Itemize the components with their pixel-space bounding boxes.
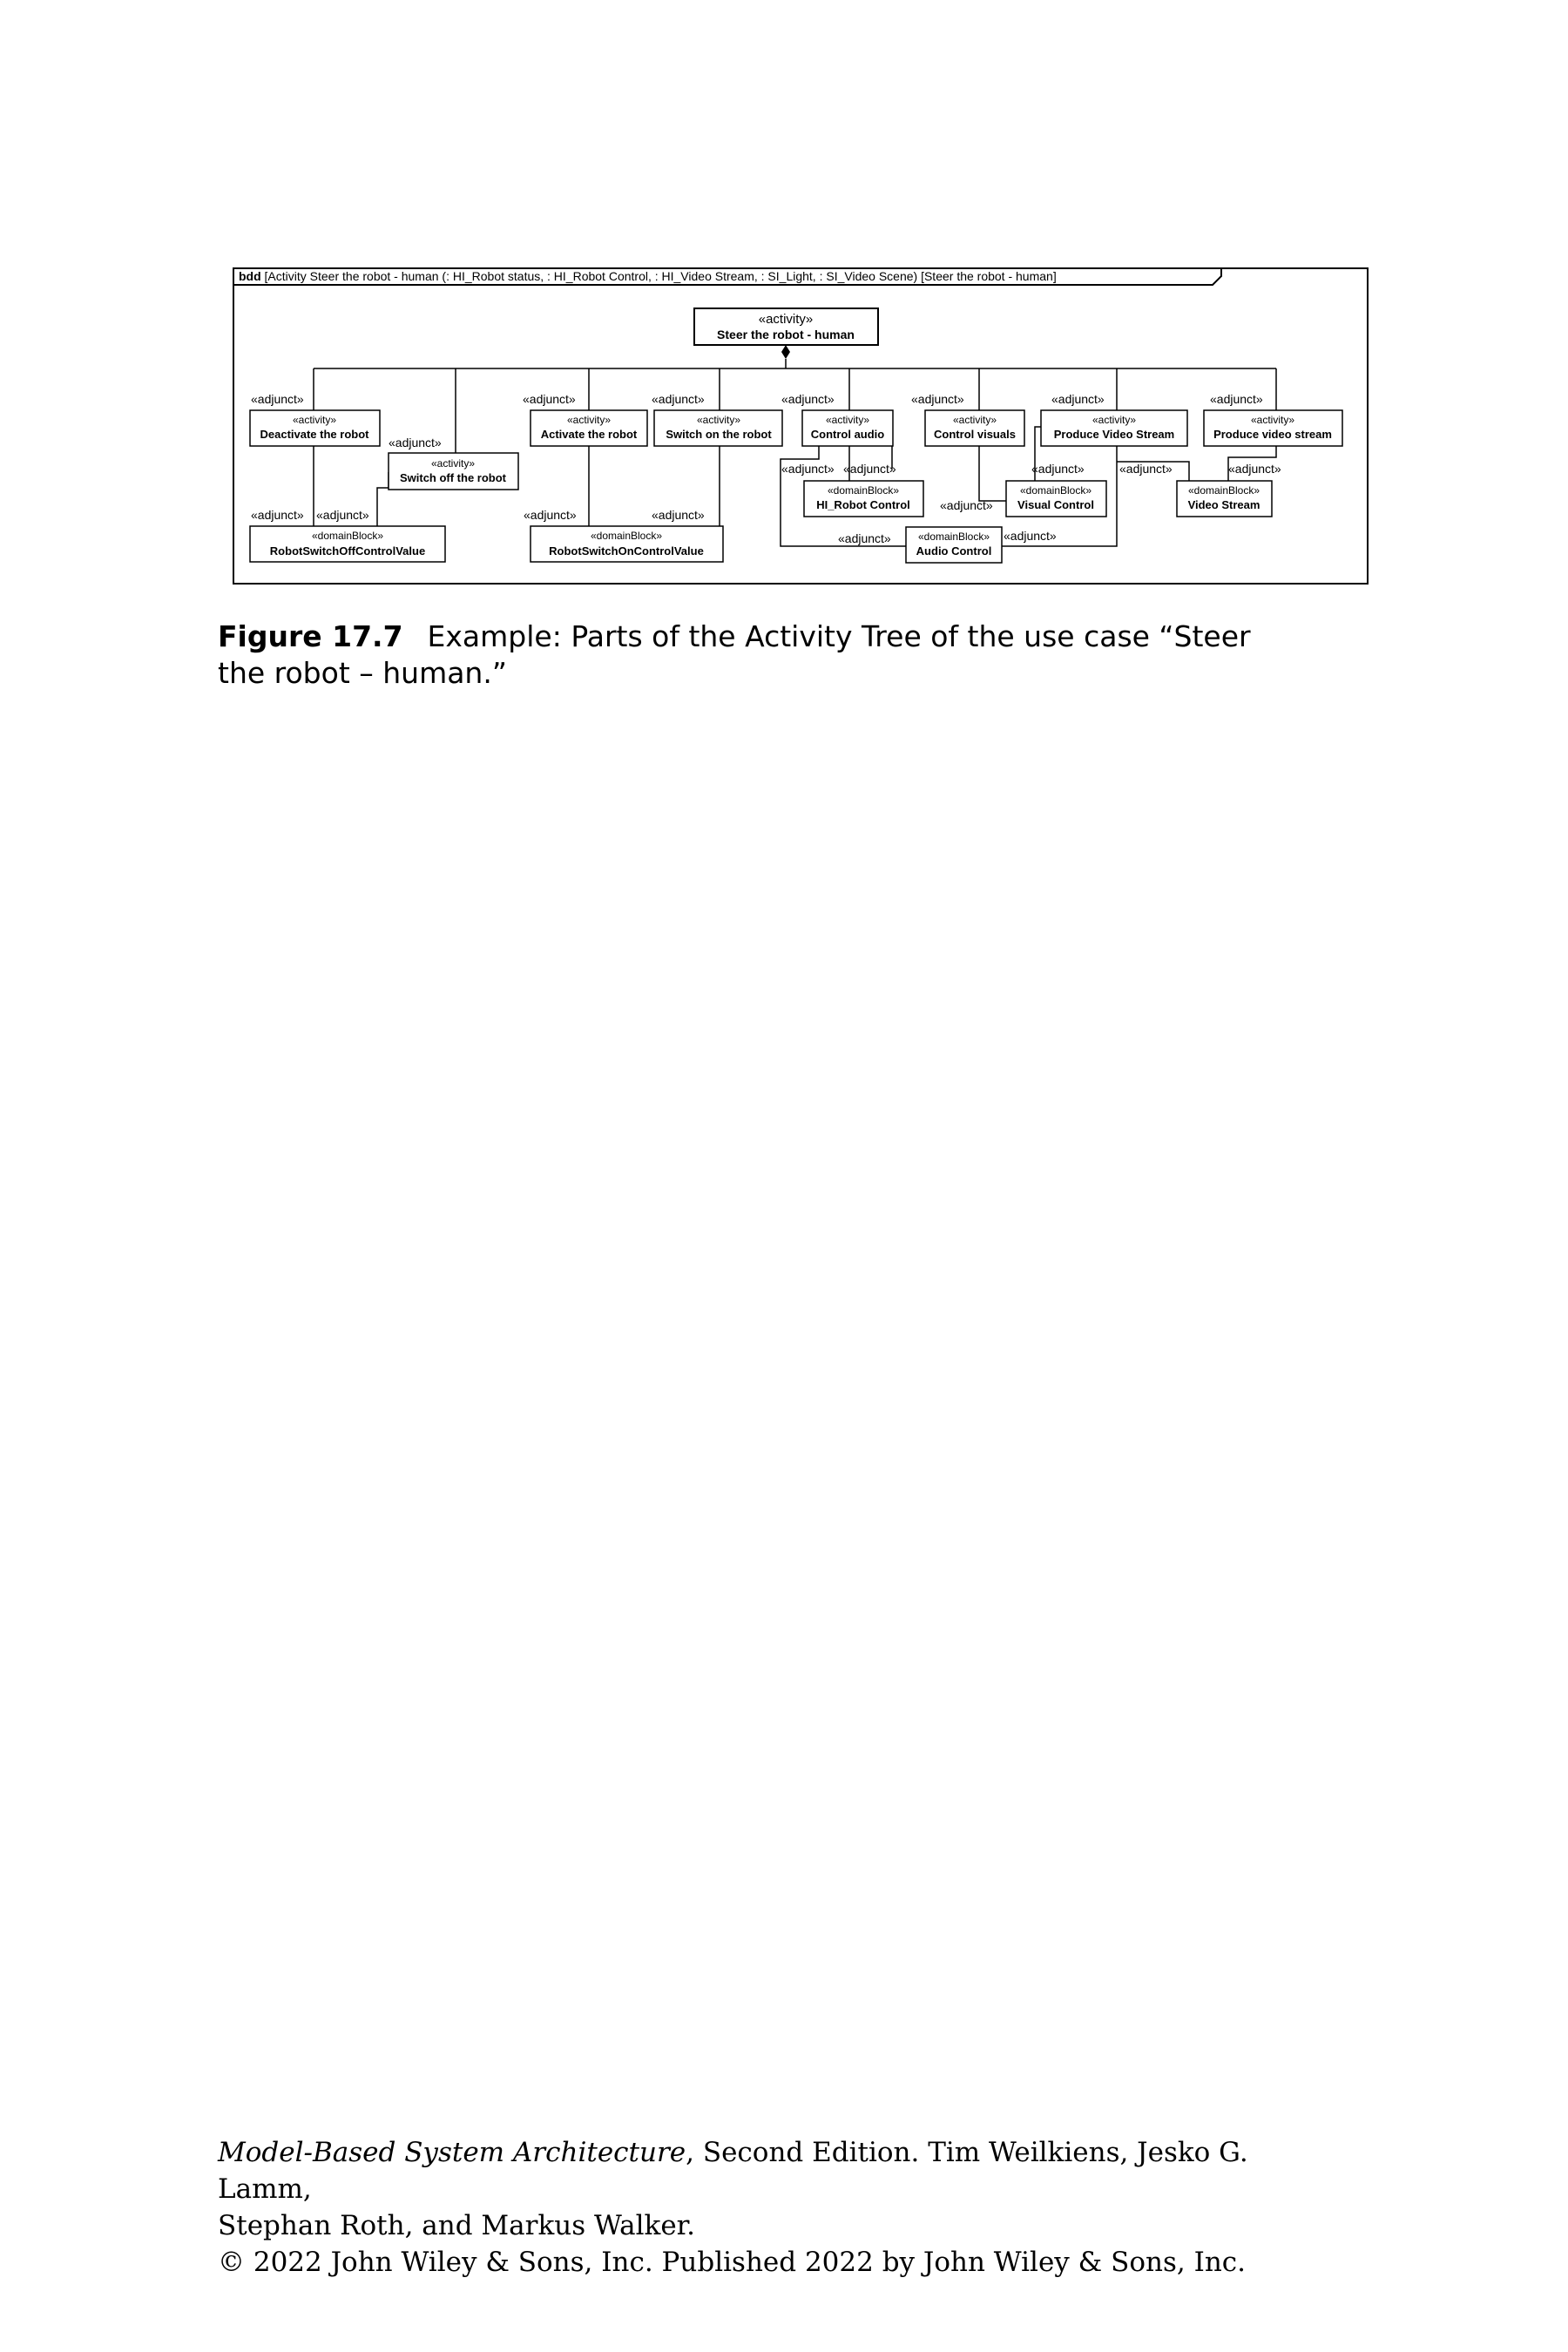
activity-stereotype: «activity» xyxy=(566,414,612,426)
activity-stereotype: «activity» xyxy=(825,414,870,426)
domain-block-stereotype: «domainBlock» xyxy=(917,531,990,543)
domain-block-stereotype: «domainBlock» xyxy=(590,530,663,542)
domain-block-robot-switch-on xyxy=(531,526,723,562)
activity-name: Control visuals xyxy=(934,428,1016,441)
adjunct-label: «adjunct» xyxy=(652,508,705,522)
activity-activate xyxy=(531,410,647,446)
figure-caption xyxy=(218,618,1263,692)
adjunct-label: «adjunct» xyxy=(838,531,891,545)
book-title: Model-Based System Architecture xyxy=(218,2137,686,2168)
adjunct-label: «adjunct» xyxy=(781,392,835,406)
activity-name: Control audio xyxy=(810,428,885,441)
domain-block-stereotype: «domainBlock» xyxy=(311,530,384,542)
frame-header xyxy=(239,269,1057,283)
domain-block-visual-control xyxy=(1006,481,1106,517)
copyright-footer xyxy=(218,2134,1350,2281)
activity-control-audio xyxy=(802,410,893,446)
adjunct-label: «adjunct» xyxy=(523,392,576,406)
activity-name: Activate the robot xyxy=(540,428,638,441)
activity-control-visuals xyxy=(925,410,1024,446)
footer-line-3: © 2022 John Wiley & Sons, Inc. Published 2022 by John Wiley & Sons, Inc. xyxy=(218,2247,1247,2278)
activity-name: Produce Video Stream xyxy=(1053,428,1175,441)
domain-block-hi-robot-control xyxy=(804,481,923,517)
adjunct-label: «adjunct» xyxy=(251,508,304,522)
domain-block-name: Video Stream xyxy=(1187,498,1260,511)
activity-stereotype: «activity» xyxy=(292,414,337,426)
root-stereotype: «activity» xyxy=(758,312,814,327)
adjunct-label: «adjunct» xyxy=(940,498,993,512)
activity-stereotype: «activity» xyxy=(1250,414,1295,426)
frame-kind: bdd xyxy=(239,269,261,283)
adjunct-label: «adjunct» xyxy=(316,508,369,522)
adjunct-label: «adjunct» xyxy=(1004,529,1057,543)
domain-block-name: RobotSwitchOffControlValue xyxy=(269,544,426,558)
domain-block-stereotype: «domainBlock» xyxy=(1187,484,1260,497)
activity-stereotype: «activity» xyxy=(1092,414,1137,426)
adjunct-label: «adjunct» xyxy=(652,392,705,406)
adjunct-label: «adjunct» xyxy=(1051,392,1105,406)
activity-stereotype: «activity» xyxy=(952,414,997,426)
domain-block-robot-switch-off xyxy=(250,526,445,562)
frame-title: [Activity Steer the robot - human (: HI_Robot status, : HI_Robot Control, : HI_Video Stream, : SI_Light, : SI_Video Scene) [Steer the robot - human] xyxy=(264,269,1057,283)
activity-deactivate xyxy=(250,410,380,446)
activity-name: Produce video stream xyxy=(1213,428,1332,441)
activity-tree-diagram xyxy=(0,0,1568,610)
composition-diamond xyxy=(781,345,790,359)
activity-produce-video-stream xyxy=(1041,410,1187,446)
adjunct-label: «adjunct» xyxy=(1031,462,1085,476)
activity-switch-off xyxy=(389,453,518,490)
activity-name: Switch off the robot xyxy=(399,471,507,484)
adjunct-label: «adjunct» xyxy=(389,436,442,449)
domain-block-audio-control xyxy=(906,527,1002,563)
adjunct-label: «adjunct» xyxy=(1228,462,1281,476)
activity-stereotype: «activity» xyxy=(430,457,476,470)
adjunct-label: «adjunct» xyxy=(1210,392,1263,406)
domain-block-stereotype: «domainBlock» xyxy=(1019,484,1092,497)
domain-block-name: HI_Robot Control xyxy=(816,498,910,511)
domain-block-name: RobotSwitchOnControlValue xyxy=(549,544,704,558)
root-name: Steer the robot - human xyxy=(717,328,855,341)
domain-block-name: Audio Control xyxy=(916,544,992,558)
footer-line-2: Stephan Roth, and Markus Walker. xyxy=(218,2210,695,2241)
footer-line-1-rest: , Second Edition. Tim Weilkiens, Jesko G. Lamm, xyxy=(218,2137,1248,2205)
adjunct-label: «adjunct» xyxy=(251,392,304,406)
activity-name: Switch on the robot xyxy=(666,428,772,441)
domain-block-name: Visual Control xyxy=(1017,498,1094,511)
footer-line-1 xyxy=(218,2134,1350,2207)
adjunct-label: «adjunct» xyxy=(843,462,896,476)
root-activity xyxy=(694,308,878,359)
adjunct-label: «adjunct» xyxy=(1119,462,1173,476)
activity-produce-video-stream-2 xyxy=(1204,410,1342,446)
figure-caption-text: Example: Parts of the Activity Tree of the use case “Steer the robot – human.” xyxy=(218,619,1251,690)
adjunct-label: «adjunct» xyxy=(911,392,964,406)
figure-label: Figure 17.7 xyxy=(218,619,403,653)
adjunct-label: «adjunct» xyxy=(781,462,835,476)
activity-name: Deactivate the robot xyxy=(260,428,369,441)
activity-switch-on xyxy=(654,410,782,446)
domain-block-video-stream xyxy=(1177,481,1272,517)
adjunct-label: «adjunct» xyxy=(524,508,577,522)
domain-block-stereotype: «domainBlock» xyxy=(827,484,900,497)
activity-stereotype: «activity» xyxy=(696,414,741,426)
